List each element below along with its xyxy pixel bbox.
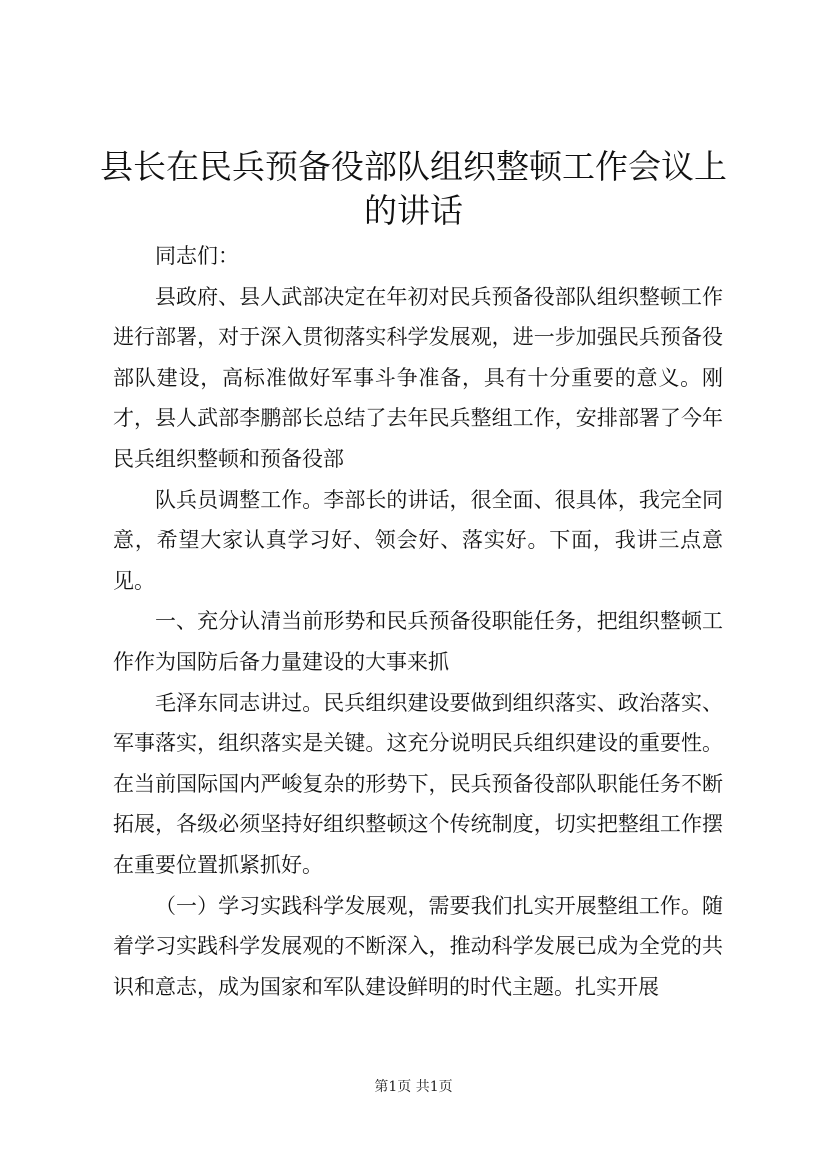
- document-body: [113, 236, 723, 1007]
- salutation-paragraph: 同志们：: [155, 244, 239, 268]
- body-paragraph: 县政府、县人武部决定在年初对民兵预备役部队组织整顿工作进行部署，对于深入贯彻落实科学发展观，进一步加强民兵预备役部队建设，高标准做好军事斗争准备，具有十分重要的意义。刚才，县人武部李鹏部长总结了去年民兵整组工作，安排部署了今年民兵组织整顿和预备役部: [113, 284, 723, 471]
- subsection-paragraph: （一）学习实践科学发展观，需要我们扎实开展整组工作。随着学习实践科学发展观的不断深入，推动科学发展已成为全党的共识和意志，成为国家和军队建设鲜明的时代主题。扎实开展: [113, 893, 723, 999]
- body-paragraph: 毛泽东同志讲过。民兵组织建设要做到组织落实、政治落实、军事落实，组织落实是关键。这充分说明民兵组织建设的重要性。在当前国际国内严峻复杂的形势下，民兵预备役部队职能任务不断拓展，各级必须坚持好组织整顿这个传统制度，切实把整组工作摆在重要位置抓紧抓好。: [113, 690, 723, 877]
- document-title: 县长在民兵预备役部队组织整顿工作会议上的讲话: [100, 147, 727, 230]
- section-heading: 一、充分认清当前形势和民兵预备役职能任务，把组织整顿工作作为国防后备力量建设的大事来抓: [113, 609, 723, 674]
- page-footer: 第1页 共1页: [374, 1079, 453, 1095]
- body-paragraph: 队兵员调整工作。李部长的讲话，很全面、很具体，我完全同意，希望大家认真学习好、领会好、落实好。下面，我讲三点意见。: [113, 487, 723, 593]
